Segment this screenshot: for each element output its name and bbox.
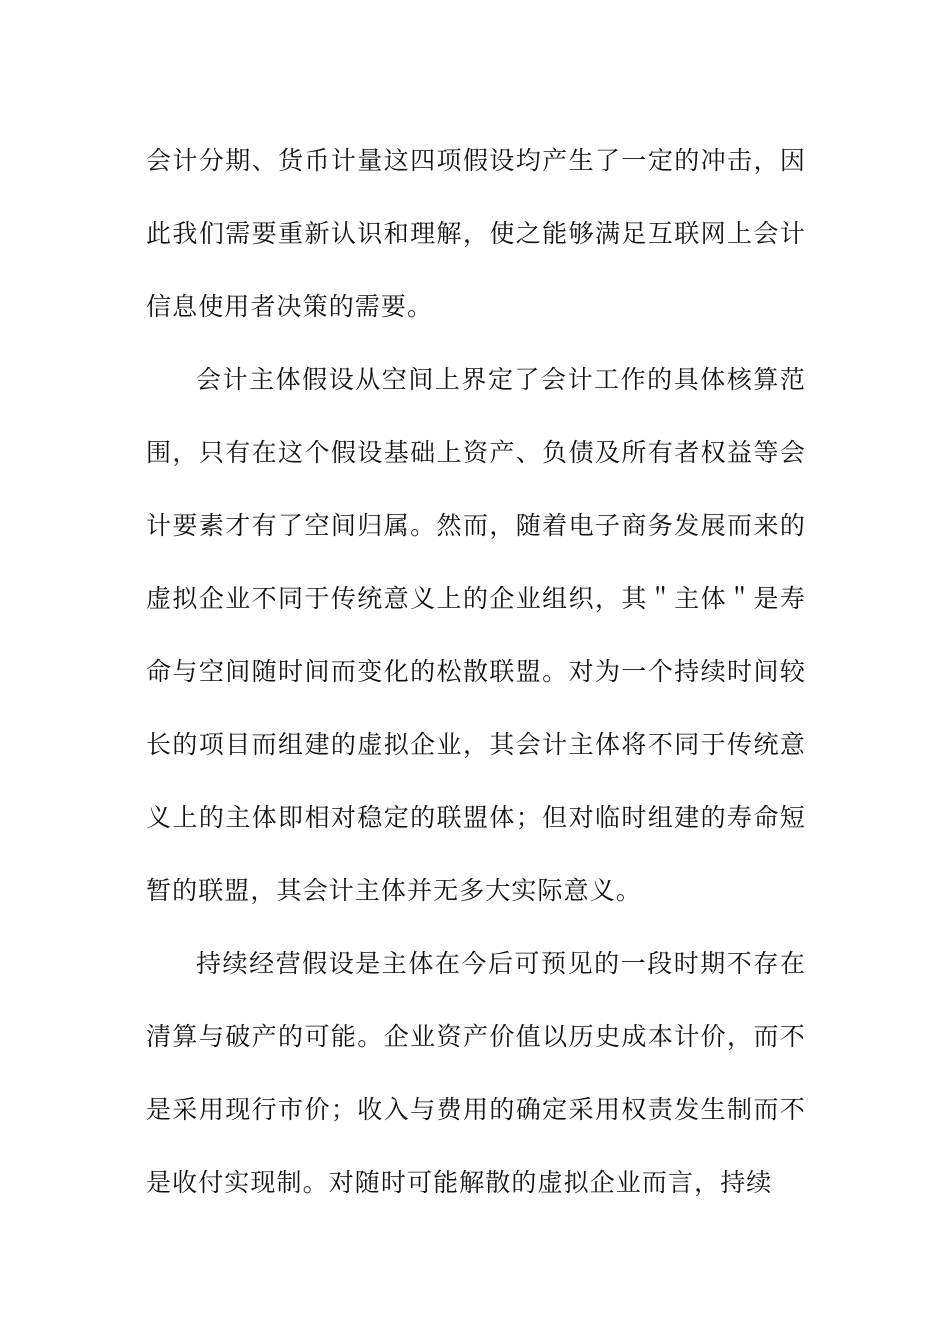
paragraph-going-concern: 持续经营假设是主体在今后可预见的一段时期不存在清算与破产的可能。企业资产价值以历史成本计价，而不是采用现行市价；收入与费用的确定采用权责发生制而不是收付实现制。对随时可能解散的虚拟企业而言，持续 (146, 949, 806, 1197)
document-body (146, 124, 806, 1219)
paragraph-accounting-entity: 会计主体假设从空间上界定了会计工作的具体核算范围，只有在这个假设基础上资产、负债及所有者权益等会计要素才有了空间归属。然而，随着电子商务发展而来的虚拟企业不同于传统意义上的企业组织，其＂主体＂是寿命与空间随时间而变化的松散联盟。对为一个持续时间较长的项目而组建的虚拟企业，其会计主体将不同于传统意义上的主体即相对稳定的联盟体；但对临时组建的寿命短暂的联盟，其会计主体并无多大实际意义。 (146, 365, 806, 905)
paragraph-continuation: 会计分期、货币计量这四项假设均产生了一定的冲击，因此我们需要重新认识和理解，使之能够满足互联网上会计信息使用者决策的需要。 (146, 146, 806, 321)
